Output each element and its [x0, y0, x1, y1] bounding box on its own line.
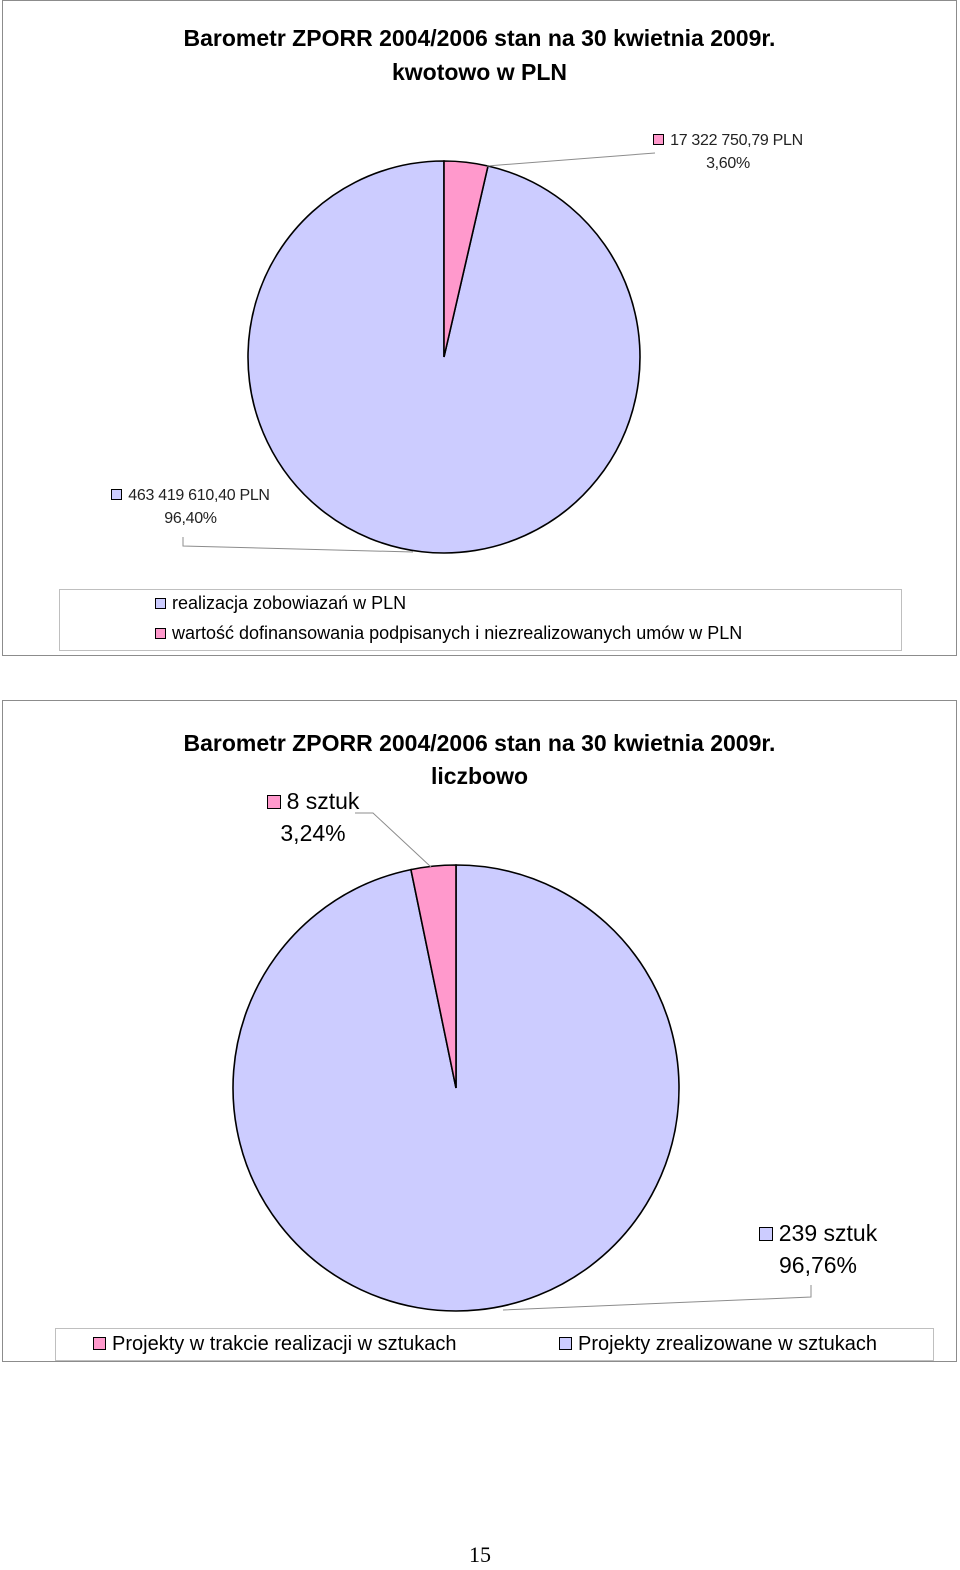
data-label-small-slice [623, 129, 833, 175]
chart-title-line1: Barometr ZPORR 2004/2006 stan na 30 kwietnia 2009r. [183, 730, 776, 756]
chart-title-line2: kwotowo w PLN [391, 59, 568, 85]
data-label-main-slice [733, 1217, 903, 1281]
swatch-small-slice [653, 134, 664, 145]
legend-label-main: realizacja zobowiazań w PLN [172, 593, 407, 613]
legend-swatch-small [155, 628, 166, 639]
small-slice-percent: 3,24% [280, 820, 346, 846]
chart-title-line1: Barometr ZPORR 2004/2006 stan na 30 kwietnia 2009r. [183, 25, 776, 51]
legend-label-small: wartość dofinansowania podpisanych i niezrealizowanych umów w PLN [172, 623, 743, 643]
swatch-main-slice [759, 1227, 773, 1241]
legend-swatch-main [559, 1337, 572, 1350]
legend-label-small: Projekty w trakcie realizacji w sztukach [112, 1333, 457, 1355]
chart-title-line2: liczbowo [430, 763, 529, 789]
main-slice-value: 463 419 610,40 PLN [128, 487, 270, 504]
pie-plot [3, 1, 958, 657]
legend [55, 1328, 934, 1361]
legend-item-main [559, 1333, 877, 1356]
legend-item-small [155, 623, 742, 644]
swatch-main-slice [111, 489, 122, 500]
swatch-small-slice [267, 795, 281, 809]
chart-amounts [2, 0, 957, 656]
chart-counts [2, 700, 957, 1362]
main-slice-value: 239 sztuk [778, 1220, 878, 1246]
data-label-small-slice [233, 785, 393, 849]
legend-item-small [93, 1333, 457, 1356]
legend-item-main [155, 593, 406, 614]
legend [59, 589, 902, 651]
small-slice-percent: 3,60% [706, 155, 750, 172]
main-slice-percent: 96,40% [164, 510, 217, 527]
legend-swatch-small [93, 1337, 106, 1350]
data-label-main-slice [83, 484, 298, 530]
legend-label-main: Projekty zrealizowane w sztukach [578, 1333, 878, 1355]
legend-swatch-main [155, 598, 166, 609]
main-slice-percent: 96,76% [778, 1252, 857, 1278]
small-slice-value: 8 sztuk [286, 788, 360, 814]
page-number: 15 [469, 1542, 491, 1567]
small-slice-value: 17 322 750,79 PLN [670, 132, 803, 149]
